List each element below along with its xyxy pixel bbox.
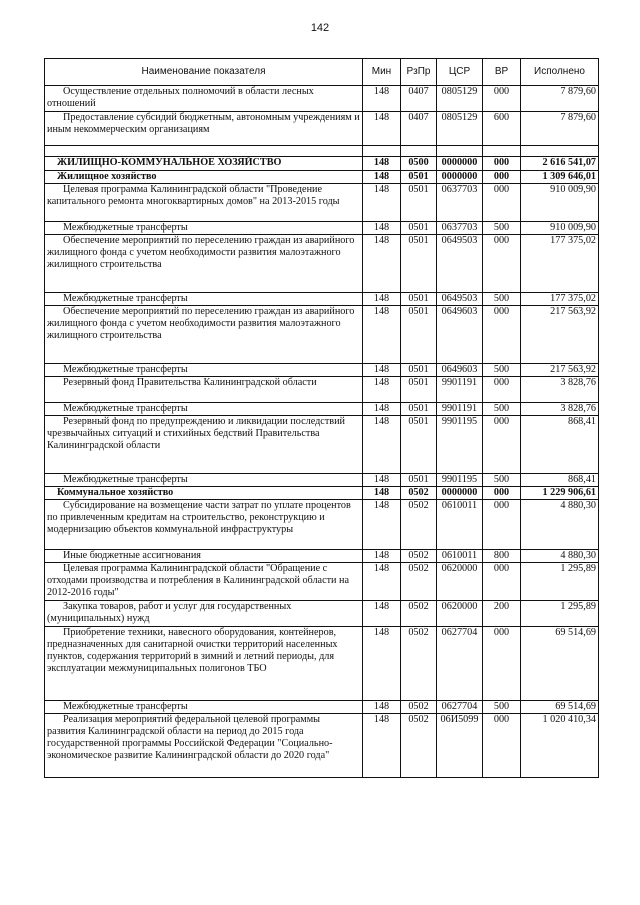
min-cell: 148 — [363, 627, 401, 701]
min-cell: 148 — [363, 714, 401, 778]
csr-cell: 06И5099 — [437, 714, 483, 778]
rzpr-cell: 0502 — [401, 500, 437, 550]
name-cell: Резервный фонд по предупреждению и ликвидации последствий чрезвычайных ситуаций и стихийных бедствий Правительства Калининградской области — [45, 416, 363, 474]
name-cell: Жилищное хозяйство — [45, 171, 363, 184]
vr-cell: 500 — [483, 293, 521, 306]
vr-cell: 500 — [483, 474, 521, 487]
rzpr-cell: 0501 — [401, 306, 437, 364]
done-cell: 4 880,30 — [521, 500, 599, 550]
name-cell: Закупка товаров, работ и услуг для государственных (муниципальных) нужд — [45, 601, 363, 627]
min-cell: 148 — [363, 563, 401, 601]
rzpr-cell: 0501 — [401, 377, 437, 403]
rzpr-cell: 0501 — [401, 293, 437, 306]
page-number: 142 — [310, 22, 330, 34]
empty-cell — [437, 146, 483, 157]
vr-cell: 500 — [483, 364, 521, 377]
csr-cell: 0637703 — [437, 222, 483, 235]
min-cell: 148 — [363, 550, 401, 563]
table-row — [45, 601, 599, 627]
vr-cell: 000 — [483, 627, 521, 701]
header-vr: ВР — [483, 59, 521, 86]
vr-cell: 500 — [483, 701, 521, 714]
min-cell: 148 — [363, 171, 401, 184]
csr-cell: 0620000 — [437, 601, 483, 627]
vr-cell: 200 — [483, 601, 521, 627]
min-cell: 148 — [363, 403, 401, 416]
name-cell: Иные бюджетные ассигнования — [45, 550, 363, 563]
min-cell: 148 — [363, 601, 401, 627]
table-row — [45, 184, 599, 222]
name-cell: Предоставление субсидий бюджетным, автономным учреждениям и иным некоммерческим организациям — [45, 112, 363, 146]
done-cell: 7 879,60 — [521, 112, 599, 146]
csr-cell: 9901195 — [437, 416, 483, 474]
rzpr-cell: 0501 — [401, 184, 437, 222]
rzpr-cell: 0501 — [401, 416, 437, 474]
done-cell: 868,41 — [521, 474, 599, 487]
done-cell: 1 020 410,34 — [521, 714, 599, 778]
csr-cell: 0805129 — [437, 112, 483, 146]
name-cell: Резервный фонд Правительства Калининградской области — [45, 377, 363, 403]
table-row — [45, 403, 599, 416]
csr-cell: 0627704 — [437, 627, 483, 701]
csr-cell: 0610011 — [437, 500, 483, 550]
done-cell: 217 563,92 — [521, 306, 599, 364]
min-cell: 148 — [363, 487, 401, 500]
table-row — [45, 701, 599, 714]
rzpr-cell: 0501 — [401, 364, 437, 377]
vr-cell: 000 — [483, 416, 521, 474]
done-cell: 1 295,89 — [521, 563, 599, 601]
header-csr: ЦСР — [437, 59, 483, 86]
table-body — [45, 86, 599, 778]
csr-cell: 0610011 — [437, 550, 483, 563]
name-cell: Приобретение техники, навесного оборудования, контейнеров, предназначенных для санитарной очистки территорий населенных пунктов, содержания территорий в зимний и летний периоды, для эксплуатации межмуниципальных полигонов ТБО — [45, 627, 363, 701]
header-rzpr: РзПр — [401, 59, 437, 86]
csr-cell: 0805129 — [437, 86, 483, 112]
min-cell: 148 — [363, 112, 401, 146]
min-cell: 148 — [363, 293, 401, 306]
min-cell: 148 — [363, 157, 401, 171]
vr-cell: 500 — [483, 222, 521, 235]
table-row — [45, 222, 599, 235]
name-cell: Межбюджетные трансферты — [45, 222, 363, 235]
done-cell: 1 295,89 — [521, 601, 599, 627]
csr-cell: 0637703 — [437, 184, 483, 222]
rzpr-cell: 0501 — [401, 235, 437, 293]
done-cell: 3 828,76 — [521, 377, 599, 403]
vr-cell: 000 — [483, 487, 521, 500]
done-cell: 217 563,92 — [521, 364, 599, 377]
csr-cell: 0627704 — [437, 701, 483, 714]
done-cell: 3 828,76 — [521, 403, 599, 416]
vr-cell: 000 — [483, 157, 521, 171]
table-row — [45, 235, 599, 293]
min-cell: 148 — [363, 235, 401, 293]
vr-cell: 000 — [483, 500, 521, 550]
rzpr-cell: 0502 — [401, 563, 437, 601]
csr-cell: 0649503 — [437, 235, 483, 293]
csr-cell: 9901191 — [437, 377, 483, 403]
header-done: Исполнено — [521, 59, 599, 86]
done-cell: 177 375,02 — [521, 235, 599, 293]
done-cell: 69 514,69 — [521, 701, 599, 714]
rzpr-cell: 0501 — [401, 222, 437, 235]
table-row — [45, 157, 599, 171]
name-cell: Обеспечение мероприятий по переселению граждан из аварийного жилищного фонда с учетом необходимости развития малоэтажного жилищного строительства — [45, 306, 363, 364]
done-cell: 4 880,30 — [521, 550, 599, 563]
rzpr-cell: 0500 — [401, 157, 437, 171]
empty-cell — [483, 146, 521, 157]
table-row — [45, 487, 599, 500]
name-cell: Обеспечение мероприятий по переселению граждан из аварийного жилищного фонда с учетом необходимости развития малоэтажного жилищного строительства — [45, 235, 363, 293]
done-cell: 1 229 906,61 — [521, 487, 599, 500]
name-cell: Осуществление отдельных полномочий в области лесных отношений — [45, 86, 363, 112]
vr-cell: 000 — [483, 171, 521, 184]
min-cell: 148 — [363, 500, 401, 550]
table-row — [45, 377, 599, 403]
name-cell: Межбюджетные трансферты — [45, 701, 363, 714]
done-cell: 1 309 646,01 — [521, 171, 599, 184]
rzpr-cell: 0501 — [401, 474, 437, 487]
rzpr-cell: 0502 — [401, 601, 437, 627]
csr-cell: 0649603 — [437, 306, 483, 364]
table-row — [45, 714, 599, 778]
rzpr-cell: 0502 — [401, 701, 437, 714]
min-cell: 148 — [363, 184, 401, 222]
csr-cell: 0000000 — [437, 171, 483, 184]
rzpr-cell: 0407 — [401, 86, 437, 112]
csr-cell: 9901191 — [437, 403, 483, 416]
table-row-spacer — [45, 146, 599, 157]
name-cell: Межбюджетные трансферты — [45, 293, 363, 306]
csr-cell: 0649603 — [437, 364, 483, 377]
min-cell: 148 — [363, 701, 401, 714]
vr-cell: 600 — [483, 112, 521, 146]
rzpr-cell: 0407 — [401, 112, 437, 146]
empty-cell — [401, 146, 437, 157]
done-cell: 69 514,69 — [521, 627, 599, 701]
min-cell: 148 — [363, 222, 401, 235]
table-header-row — [45, 59, 599, 86]
csr-cell: 0000000 — [437, 157, 483, 171]
csr-cell: 9901195 — [437, 474, 483, 487]
vr-cell: 000 — [483, 714, 521, 778]
rzpr-cell: 0502 — [401, 627, 437, 701]
rzpr-cell: 0501 — [401, 403, 437, 416]
vr-cell: 800 — [483, 550, 521, 563]
table-row — [45, 416, 599, 474]
done-cell: 7 879,60 — [521, 86, 599, 112]
name-cell: Межбюджетные трансферты — [45, 364, 363, 377]
name-cell: Реализация мероприятий федеральной целевой программы развития Калининградской области на период до 2015 года государственной программы Российской Федерации "Социально-экономическое развитие Калининградской области до 2020 года" — [45, 714, 363, 778]
table-row — [45, 86, 599, 112]
min-cell: 148 — [363, 364, 401, 377]
name-cell: Коммунальное хозяйство — [45, 487, 363, 500]
vr-cell: 000 — [483, 563, 521, 601]
empty-cell — [45, 146, 363, 157]
empty-cell — [363, 146, 401, 157]
header-name: Наименование показателя — [45, 59, 363, 86]
min-cell: 148 — [363, 416, 401, 474]
rzpr-cell: 0502 — [401, 714, 437, 778]
csr-cell: 0620000 — [437, 563, 483, 601]
name-cell: ЖИЛИЩНО-КОММУНАЛЬНОЕ ХОЗЯЙСТВО — [45, 157, 363, 171]
name-cell: Целевая программа Калининградской области "Обращение с отходами производства и потребления в Калининградской области на 2012-2016 годы" — [45, 563, 363, 601]
min-cell: 148 — [363, 306, 401, 364]
table-row — [45, 293, 599, 306]
header-min: Мин — [363, 59, 401, 86]
min-cell: 148 — [363, 474, 401, 487]
table-row — [45, 550, 599, 563]
vr-cell: 500 — [483, 403, 521, 416]
csr-cell: 0649503 — [437, 293, 483, 306]
table-row — [45, 306, 599, 364]
name-cell: Межбюджетные трансферты — [45, 403, 363, 416]
name-cell: Межбюджетные трансферты — [45, 474, 363, 487]
rzpr-cell: 0502 — [401, 487, 437, 500]
done-cell: 177 375,02 — [521, 293, 599, 306]
table-row — [45, 627, 599, 701]
table-row — [45, 563, 599, 601]
table-row — [45, 500, 599, 550]
vr-cell: 000 — [483, 235, 521, 293]
rzpr-cell: 0502 — [401, 550, 437, 563]
done-cell: 2 616 541,07 — [521, 157, 599, 171]
table-row — [45, 364, 599, 377]
done-cell: 910 009,90 — [521, 184, 599, 222]
min-cell: 148 — [363, 377, 401, 403]
done-cell: 868,41 — [521, 416, 599, 474]
vr-cell: 000 — [483, 377, 521, 403]
vr-cell: 000 — [483, 86, 521, 112]
table-row — [45, 171, 599, 184]
name-cell: Субсидирование на возмещение части затрат по уплате процентов по привлеченным кредитам на строительство, реконструкцию и модернизацию объектов коммунальной инфраструктуры — [45, 500, 363, 550]
name-cell: Целевая программа Калининградской области "Проведение капитального ремонта многоквартирных домов" на 2013-2015 годы — [45, 184, 363, 222]
empty-cell — [521, 146, 599, 157]
done-cell: 910 009,90 — [521, 222, 599, 235]
budget-execution-table — [44, 58, 599, 778]
table-row — [45, 112, 599, 146]
vr-cell: 000 — [483, 306, 521, 364]
csr-cell: 0000000 — [437, 487, 483, 500]
min-cell: 148 — [363, 86, 401, 112]
table-row — [45, 474, 599, 487]
vr-cell: 000 — [483, 184, 521, 222]
rzpr-cell: 0501 — [401, 171, 437, 184]
